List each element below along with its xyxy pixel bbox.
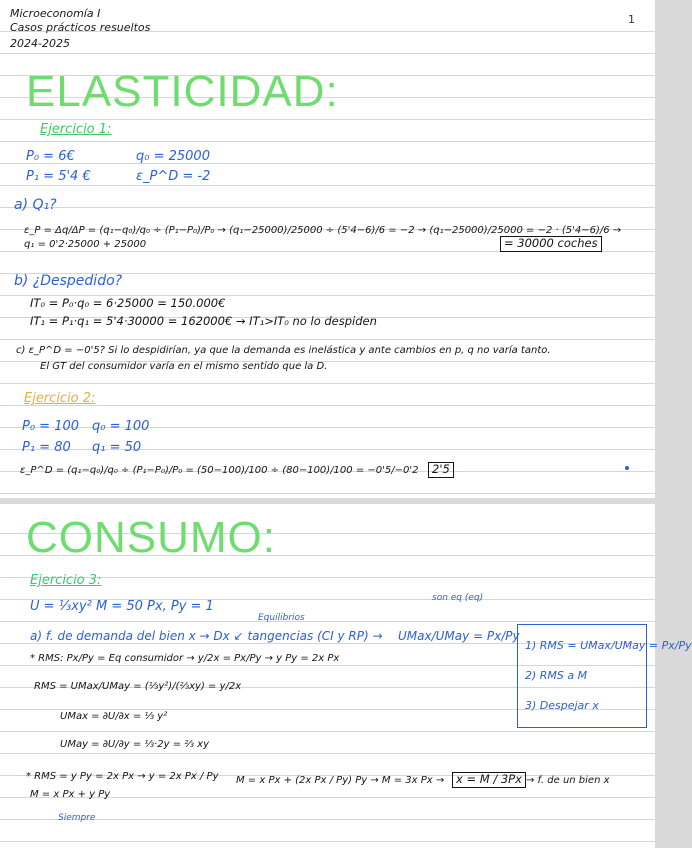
page-number: 1: [628, 13, 635, 26]
exercise-2-title: Ejercicio 2:: [24, 391, 96, 406]
p0-value: P₀ = 6€: [26, 149, 75, 164]
final-rms-line: * RMS = y Py = 2x Px → y = 2x Px / Py: [26, 771, 219, 782]
part-a-result: = 30000 coches: [500, 236, 602, 252]
rms-calc: RMS = UMax/UMay = (⅓y²)/(⅔xy) = y/2x: [34, 681, 242, 692]
part-a-ratio: UMax/UMay = Px/Py: [398, 629, 520, 643]
budget-line: M = x Px + y Py: [30, 789, 111, 800]
part-b-line1: IT₀ = P₀·q₀ = 6·25000 = 150.000€: [30, 296, 226, 310]
annotation-son-eq: son eq (eq): [432, 593, 484, 603]
ex2-q1: q₁ = 50: [92, 440, 142, 455]
rms-line: * RMS: Px/Py = Eq consumidor → y/2x = Px/Py → y Py = 2x Px: [30, 653, 340, 664]
budget-substitution: M = x Px + (2x Px / Py) Py → M = 3x Px →: [236, 775, 445, 786]
ex2-p1: P₁ = 80: [22, 440, 71, 455]
ex3-data: U = ⅓xy² M = 50 Px, Py = 1: [30, 599, 214, 614]
exercise-3-title: Ejercicio 3:: [30, 573, 102, 588]
step-3: 3) Despejar x: [525, 699, 599, 712]
ex2-result: 2'5: [428, 462, 454, 478]
annotation-equilibrios: Equilibrios: [258, 613, 305, 623]
q0-value: q₀ = 25000: [136, 149, 210, 164]
pen-dot: [625, 466, 629, 470]
exercise-1-title: Ejercicio 1:: [40, 122, 112, 137]
part-c-line1: c) ε_P^D = −0'5? Si lo despidirían, ya que la demanda es inelástica y ante cambios en p, q no varía tanto.: [16, 345, 551, 356]
elasticity-value: ε_P^D = -2: [136, 169, 211, 184]
header-subtitle: Casos prácticos resueltos: [10, 21, 151, 34]
part-a-label: a) Q₁?: [14, 197, 57, 213]
ex2-q0: q₀ = 100: [92, 419, 150, 434]
part-c-line2: El GT del consumidor varía en el mismo sentido que la D.: [40, 361, 328, 372]
ex2-p0: P₀ = 100: [22, 419, 80, 434]
part-b-label: b) ¿Despedido?: [14, 273, 123, 289]
x-demand-result: x = M / 3Px: [452, 772, 526, 788]
header-course: Microeconomía I: [10, 7, 101, 20]
header-year: 2024-2025: [10, 37, 70, 50]
p1-value: P₁ = 5'4 €: [26, 169, 91, 184]
ex2-formula: ε_P^D = (q₁−q₀)/q₀ ÷ (P₁−P₀)/P₀ = (50−100)/100 ÷ (80−100)/100 = −0'5/−0'2: [20, 465, 419, 476]
x-demand-tail: → f. de un bien x: [526, 775, 610, 786]
section-title-elasticidad: ELASTICIDAD:: [26, 67, 339, 116]
part-b-line2: IT₁ = P₁·q₁ = 5'4·30000 = 162000€ → IT₁>IT₀ no lo despiden: [30, 314, 377, 328]
umax-line: UMax = ∂U/∂x = ⅓ y²: [60, 711, 168, 722]
step-1: 1) RMS = UMax/UMay = Px/Py: [525, 639, 692, 652]
page-2: [0, 504, 692, 848]
part-a-demand: a) f. de demanda del bien x → Dx ↙ tangencias (CI y RP) →: [30, 629, 383, 643]
umay-line: UMay = ∂U/∂y = ⅓·2y = ⅔ xy: [60, 739, 210, 750]
part-a-formula: ε_P = Δq/ΔP = (q₁−q₀)/q₀ ÷ (P₁−P₀)/P₀ → (q₁−25000)/25000 ÷ (5'4−6)/6 = −2 → (q₁−25000)/25000 = −2 · (5'4−6)/6 → q₁ = 0'2·25000 + 25000: [24, 225, 622, 250]
section-title-consumo: CONSUMO:: [26, 513, 276, 562]
siempre-note: Siempre: [58, 813, 96, 823]
step-2: 2) RMS a M: [525, 669, 588, 682]
